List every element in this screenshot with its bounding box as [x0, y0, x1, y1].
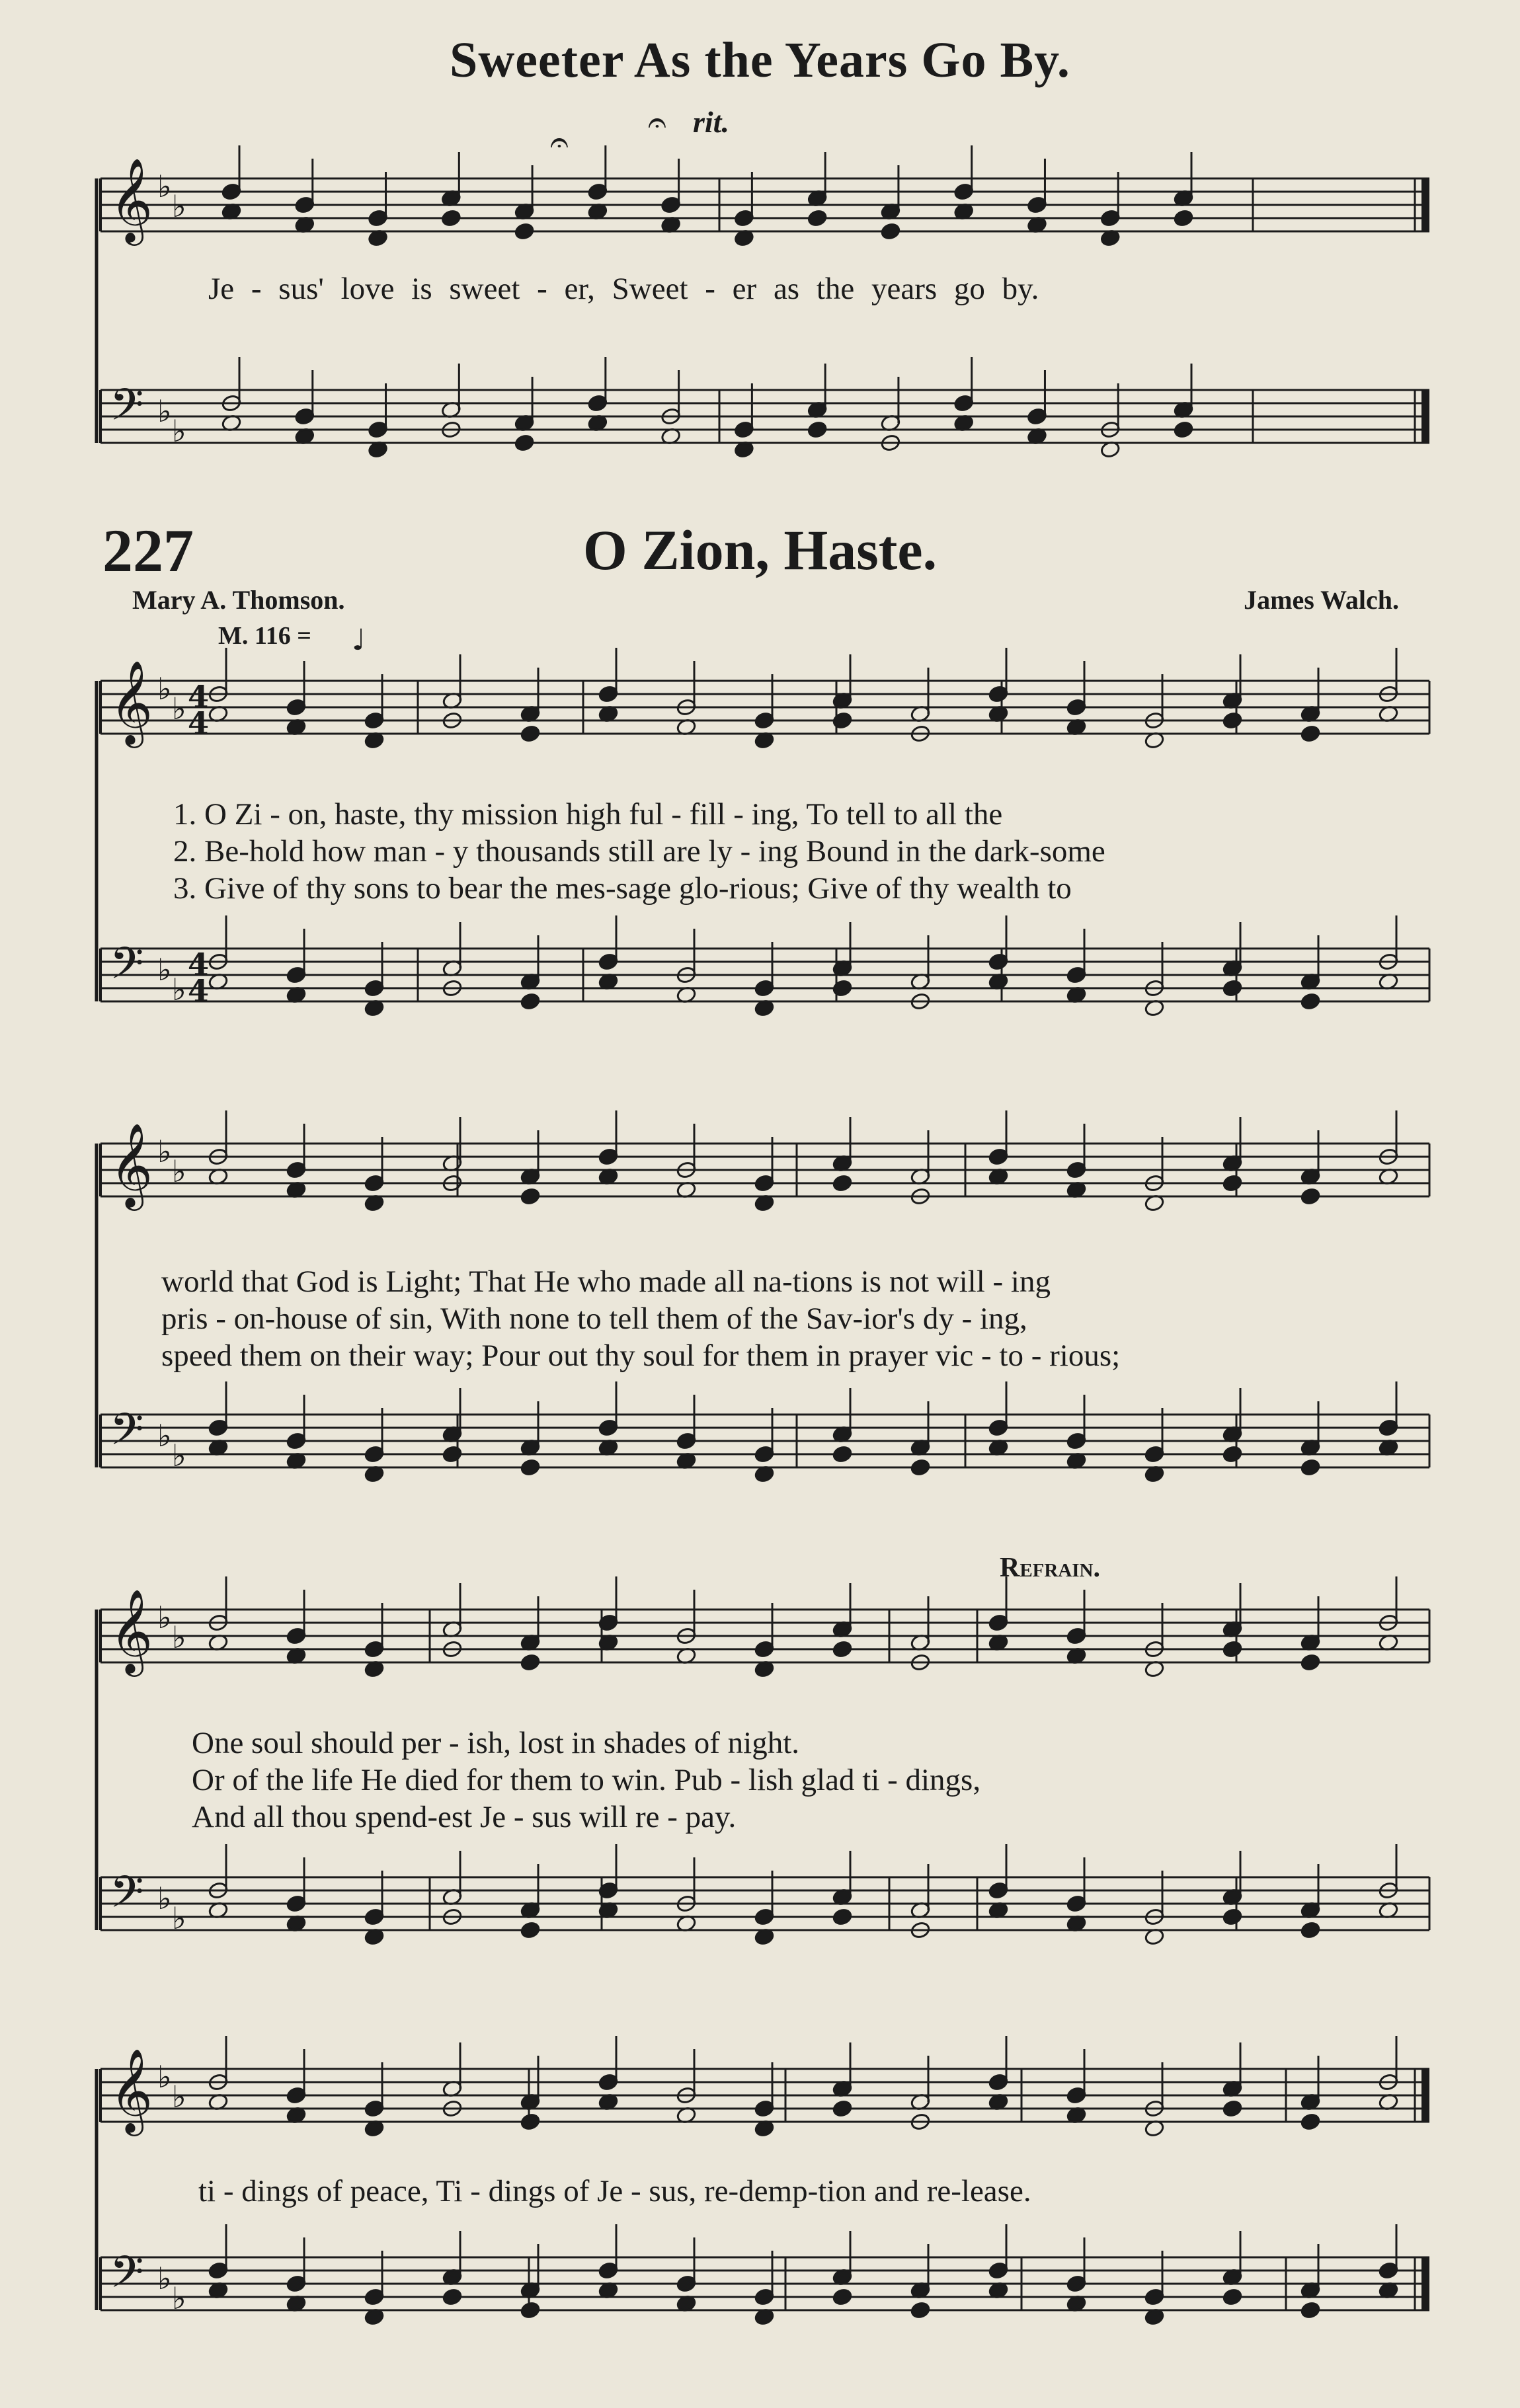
- note-head: [514, 434, 534, 452]
- note-head: [807, 420, 828, 439]
- note-head: [880, 222, 900, 241]
- note-head: [520, 1458, 540, 1477]
- note-head: [1222, 1445, 1242, 1463]
- treble-clef: 𝄞: [110, 660, 153, 744]
- note-head: [1300, 1653, 1320, 1672]
- flat-sign: ♭: [157, 671, 172, 707]
- flat-sign: ♭: [172, 972, 186, 1007]
- note-head: [832, 2099, 852, 2118]
- metronome-mark: M. 116 =: [218, 622, 311, 650]
- note-head: [1222, 1174, 1242, 1192]
- flat-sign: ♭: [157, 169, 172, 204]
- note-head: [832, 1908, 852, 1926]
- time-signature: 4: [188, 679, 210, 715]
- final-barline: [1421, 178, 1429, 231]
- note-head: [1300, 724, 1320, 743]
- flat-sign: ♭: [172, 1438, 186, 1473]
- verse-line: Or of the life He died for them to win. Pub - lish glad ti - dings,: [192, 1763, 981, 1797]
- note-head: [520, 992, 540, 1011]
- verse-line: speed them on their way; Pour out thy soul for them in prayer vic - to - rious;: [161, 1339, 1121, 1373]
- hymn-title: O Zion, Haste.: [582, 518, 938, 582]
- treble-clef: 𝄞: [110, 1588, 153, 1673]
- flat-sign: ♭: [172, 2280, 186, 2316]
- note-head: [1222, 2099, 1242, 2118]
- flat-sign: ♭: [172, 1900, 186, 1936]
- bass-clef: 𝄢: [110, 1404, 144, 1465]
- note-head: [1300, 1187, 1320, 1206]
- flat-sign: ♭: [157, 2059, 172, 2095]
- quarter-note-glyph: ♩: [352, 623, 366, 657]
- fermata: 𝄐: [648, 103, 666, 141]
- note-head: [832, 2288, 852, 2306]
- verse-line: 1. O Zi - on, haste, thy mission high ful - fill - ing, To tell to all the: [173, 797, 1003, 832]
- note-head: [1222, 711, 1242, 730]
- note-head: [910, 2301, 930, 2319]
- note-head: [520, 724, 540, 743]
- final-barline: [1421, 2069, 1429, 2122]
- note-head: [910, 1458, 930, 1477]
- verse-line: One soul should per - ish, lost in shades of night.: [192, 1726, 800, 1760]
- note-head: [832, 1445, 852, 1463]
- top-hymn-lyrics: Je - sus' love is sweet - er, Sweet - er as the years go by.: [208, 272, 1039, 306]
- flat-sign: ♭: [157, 1134, 172, 1169]
- note-head: [442, 2288, 462, 2306]
- time-signature: 4: [188, 705, 210, 741]
- note-head: [1300, 2113, 1320, 2131]
- note-head: [1300, 992, 1320, 1011]
- composer: James Walch.: [1244, 585, 1399, 615]
- treble-clef: 𝄞: [110, 1122, 153, 1207]
- note-head: [441, 209, 461, 227]
- note-head: [832, 1640, 852, 1658]
- time-signature: 4: [188, 973, 210, 1009]
- flat-sign: ♭: [157, 393, 172, 429]
- final-barline: [1421, 390, 1429, 443]
- flat-sign: ♭: [157, 952, 172, 988]
- flat-sign: ♭: [157, 1881, 172, 1916]
- note-head: [1300, 2301, 1320, 2319]
- flat-sign: ♭: [172, 691, 186, 726]
- note-head: [520, 1653, 540, 1672]
- verse-line: ti - dings of peace, Ti - dings of Je - sus, re-demp-tion and re-lease.: [198, 2174, 1031, 2208]
- bass-clef: 𝄢: [110, 1867, 144, 1928]
- time-signature: 4: [188, 947, 210, 982]
- flat-sign: ♭: [172, 1153, 186, 1189]
- tempo-mark: rit.: [693, 105, 729, 139]
- flat-sign: ♭: [172, 2079, 186, 2115]
- note-head: [520, 1921, 540, 1939]
- note-head: [807, 209, 828, 227]
- note-head: [832, 979, 852, 997]
- note-head: [520, 1187, 540, 1206]
- refrain-marker: Refrain.: [1000, 1553, 1101, 1583]
- bass-clef: 𝄢: [110, 379, 144, 441]
- note-head: [1222, 2288, 1242, 2306]
- note-head: [832, 1174, 852, 1192]
- treble-clef: 𝄞: [110, 157, 153, 242]
- note-head: [520, 2113, 540, 2131]
- note-head: [1300, 1921, 1320, 1939]
- top-hymn-title: Sweeter As the Years Go By.: [450, 32, 1070, 88]
- flat-sign: ♭: [172, 1619, 186, 1655]
- bass-clef: 𝄢: [110, 2247, 144, 2308]
- flat-sign: ♭: [172, 188, 186, 224]
- treble-clef: 𝄞: [110, 2048, 153, 2132]
- note-head: [442, 1445, 462, 1463]
- fermata: 𝄐: [550, 123, 569, 161]
- note-head: [514, 222, 534, 241]
- verse-line: And all thou spend-est Je - sus will re - pay.: [192, 1800, 737, 1834]
- lyricist: Mary A. Thomson.: [132, 585, 345, 615]
- hymn-number: 227: [102, 517, 194, 584]
- note-head: [1222, 1640, 1242, 1658]
- flat-sign: ♭: [172, 413, 186, 449]
- note-head: [1300, 1458, 1320, 1477]
- note-head: [520, 2301, 540, 2319]
- verse-line: pris - on-house of sin, With none to tell them of the Sav-ior's dy - ing,: [161, 1301, 1027, 1336]
- verse-line: world that God is Light; That He who made all na-tions is not will - ing: [161, 1264, 1051, 1299]
- bass-clef: 𝄢: [110, 938, 144, 999]
- final-barline: [1421, 2257, 1429, 2310]
- flat-sign: ♭: [157, 2261, 172, 2296]
- verse-line: 2. Be-hold how man - y thousands still are ly - ing Bound in the dark-some: [173, 834, 1105, 869]
- note-head: [832, 711, 852, 730]
- note-head: [1173, 209, 1193, 227]
- note-head: [1222, 1908, 1242, 1926]
- flat-sign: ♭: [157, 1600, 172, 1635]
- flat-sign: ♭: [157, 1418, 172, 1454]
- note-head: [1173, 420, 1193, 439]
- verse-line: 3. Give of thy sons to bear the mes-sage glo-rious; Give of thy wealth to: [173, 871, 1072, 906]
- note-head: [1222, 979, 1242, 997]
